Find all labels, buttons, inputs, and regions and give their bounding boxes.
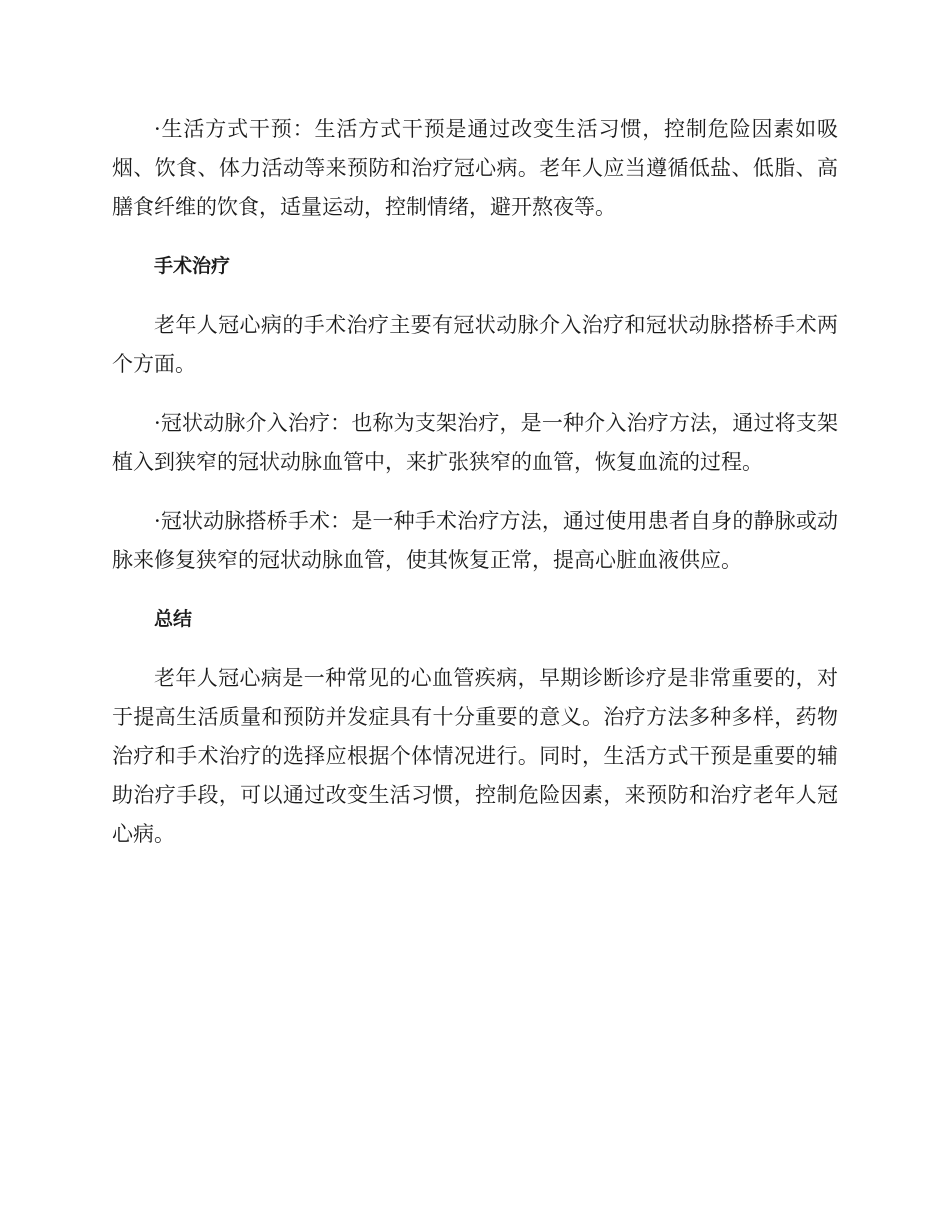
summary-heading: 总结 xyxy=(154,608,193,630)
summary-paragraph: 老年人冠心病是一种常见的心血管疾病，早期诊断诊疗是非常重要的，对于提高生活质量和预防并发症具有十分重要的意义。治疗方法多种多样，药物治疗和手术治疗的选择应根据个体情况进行。同时，生活方式干预是重要的辅助治疗手段，可以通过改变生活习惯，控制危险因素，来预防和治疗老年人冠心病。 xyxy=(112,666,838,846)
pci-paragraph: ·冠状动脉介入治疗：也称为支架治疗，是一种介入治疗方法，通过将支架植入到狭窄的冠状动脉血管中，来扩张狭窄的血管，恢复血流的过程。 xyxy=(112,411,838,474)
surgery-intro-paragraph: 老年人冠心病的手术治疗主要有冠状动脉介入治疗和冠状动脉搭桥手术两个方面。 xyxy=(112,313,838,376)
cabg-paragraph: ·冠状动脉搭桥手术：是一种手术治疗方法，通过使用患者自身的静脉或动脉来修复狭窄的冠状动脉血管，使其恢复正常，提高心脏血液供应。 xyxy=(112,509,838,572)
surgery-heading: 手术治疗 xyxy=(154,255,231,277)
lifestyle-intervention-paragraph: ·生活方式干预：生活方式干预是通过改变生活习惯，控制危险因素如吸烟、饮食、体力活动等来预防和治疗冠心病。老年人应当遵循低盐、低脂、高膳食纤维的饮食，适量运动，控制情绪，避开熬夜等。 xyxy=(112,117,838,219)
